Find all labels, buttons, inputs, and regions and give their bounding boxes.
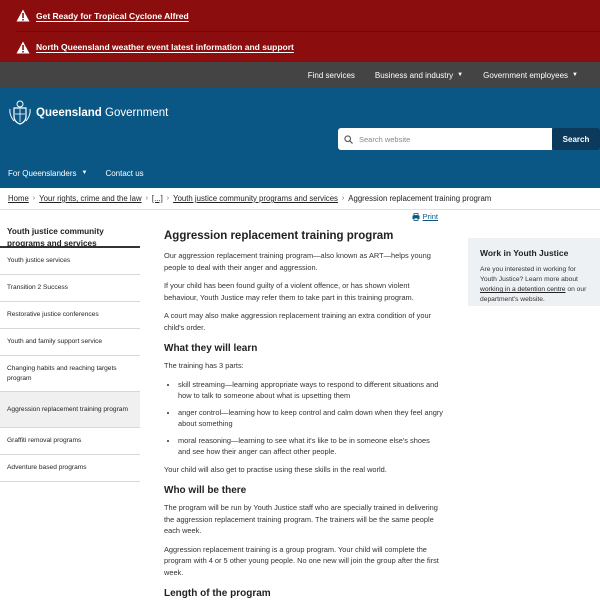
intro-paragraph: Our aggression replacement training program—also known as ART—helps young people to deal with their anger and aggression.	[164, 251, 431, 272]
heading-who-will-be-there: Who will be there	[164, 485, 247, 496]
section-navigation	[0, 210, 140, 482]
heading-length-of-program: Length of the program	[164, 588, 271, 599]
topnav-label: Find services	[307, 70, 355, 80]
logo-text	[36, 107, 168, 119]
topnav-label: Business and industry	[374, 70, 454, 80]
chevron-right-icon: ›	[341, 195, 345, 202]
breadcrumb-rights[interactable]: Your rights, crime and the law	[39, 194, 142, 203]
sidebar-item-youth-family-support[interactable]: Youth and family support service	[0, 329, 140, 356]
alert-link-weather[interactable]: North Queensland weather event latest information and support	[36, 42, 294, 52]
detention-centre-link[interactable]: working in a detention centre	[480, 286, 566, 293]
page-layout	[0, 210, 600, 600]
topnav-find-services[interactable]	[298, 62, 365, 88]
nav-label: For Queenslanders	[8, 168, 77, 178]
coat-of-arms-icon	[8, 100, 32, 126]
sidebar-item-transition-2-success[interactable]: Transition 2 Success	[0, 275, 140, 302]
parts-paragraph: The training has 3 parts:	[164, 361, 244, 370]
main-navigation	[0, 158, 144, 188]
sidebar-item-youth-justice-services[interactable]: Youth justice services	[0, 248, 140, 275]
practise-paragraph: Your child will also get to practise using these skills in the real world.	[164, 464, 387, 474]
sidebar-item-graffiti-removal[interactable]: Graffiti removal programs	[0, 428, 140, 455]
site-header	[0, 88, 600, 188]
nav-label: Contact us	[105, 168, 144, 178]
warning-icon	[16, 40, 30, 54]
page-title: Aggression replacement training program	[164, 230, 394, 242]
staff-paragraph: The program will be run by Youth Justice staff who are specially trained in delivering the aggression replacement training program. The trainers will be the same people each week.	[164, 503, 438, 535]
chevron-right-icon: ›	[166, 195, 170, 202]
breadcrumb-current: Aggression replacement training program	[348, 194, 492, 203]
search-form	[338, 128, 600, 150]
logo-text-rest: Government	[101, 107, 169, 119]
list-item: • moral reasoning—learning to see what it's like to be in someone else's shoes and see how their anger can affect other people.	[178, 435, 444, 458]
alert-row-weather	[16, 31, 600, 62]
search-button[interactable]: Search	[552, 128, 600, 150]
caret-down-icon: ▼	[572, 72, 578, 78]
aside-title: Work in Youth Justice	[480, 248, 569, 258]
search-icon	[344, 135, 353, 144]
topnav-government-employees[interactable]	[473, 62, 588, 88]
nav-for-queenslanders[interactable]	[8, 169, 87, 178]
topnav-business[interactable]	[365, 62, 473, 88]
breadcrumb-ellipsis[interactable]: [...]	[151, 194, 163, 203]
warning-icon	[16, 9, 30, 23]
referral-paragraph: If your child has been found guilty of a violent offence, or has shown violent behaviour, Youth Justice may refer them to take part in this training program.	[164, 281, 414, 302]
heading-what-they-will-learn: What they will learn	[164, 343, 258, 354]
qld-government-logo[interactable]	[8, 100, 168, 126]
alert-link-cyclone[interactable]: Get Ready for Tropical Cyclone Alfred	[36, 10, 189, 21]
chevron-right-icon: ›	[145, 195, 148, 202]
breadcrumb	[0, 188, 600, 210]
training-parts-list	[178, 379, 444, 458]
nav-contact-us[interactable]	[105, 169, 143, 178]
list-item: • anger control—learning how to keep control and calm down when they feel angry about something	[178, 407, 444, 430]
alert-banner	[0, 0, 600, 62]
sidebar-item-changing-habits[interactable]: Changing habits and reaching targets program	[0, 356, 140, 392]
print-label: Print	[422, 212, 438, 221]
court-paragraph: A court may also make aggression replacement training an extra condition of your child's order.	[164, 311, 432, 332]
sidebar-title[interactable]: Youth justice community programs and services	[0, 212, 140, 248]
top-navigation	[0, 62, 600, 88]
chevron-right-icon: ›	[32, 195, 36, 202]
aside-text	[480, 265, 588, 305]
sidebar-item-restorative-justice[interactable]: Restorative justice conferences	[0, 302, 140, 329]
printer-icon	[412, 213, 420, 221]
breadcrumb-home[interactable]: Home	[8, 194, 29, 203]
work-in-youth-justice-panel	[468, 238, 600, 306]
main-content	[164, 210, 444, 600]
group-paragraph: Aggression replacement training is a group program. Your child will complete the program with 4 or 5 other young people. No one new will join the group after the first week.	[164, 544, 439, 577]
aside-text-start: Are you interested in working for Youth Justice? Learn more about	[480, 266, 578, 283]
search-input[interactable]	[338, 128, 552, 150]
caret-down-icon: ▼	[81, 170, 88, 176]
search-placeholder: Search website	[359, 134, 411, 144]
aside-text-end: on our department's website.	[480, 286, 587, 303]
topnav-label: Government employees	[483, 70, 569, 80]
list-item: • skill streaming—learning appropriate ways to respond to different situations and how to talk to someone about what is upsetting them	[178, 379, 444, 402]
print-button[interactable]	[412, 212, 438, 221]
breadcrumb-youth-justice[interactable]: Youth justice community programs and services	[173, 194, 338, 203]
sidebar-item-aggression-replacement[interactable]: Aggression replacement training program	[0, 392, 140, 428]
logo-text-bold: Queensland	[36, 107, 102, 119]
sidebar-item-adventure-based[interactable]: Adventure based programs	[0, 455, 140, 482]
alert-row-cyclone	[16, 0, 600, 31]
caret-down-icon: ▼	[457, 72, 464, 78]
